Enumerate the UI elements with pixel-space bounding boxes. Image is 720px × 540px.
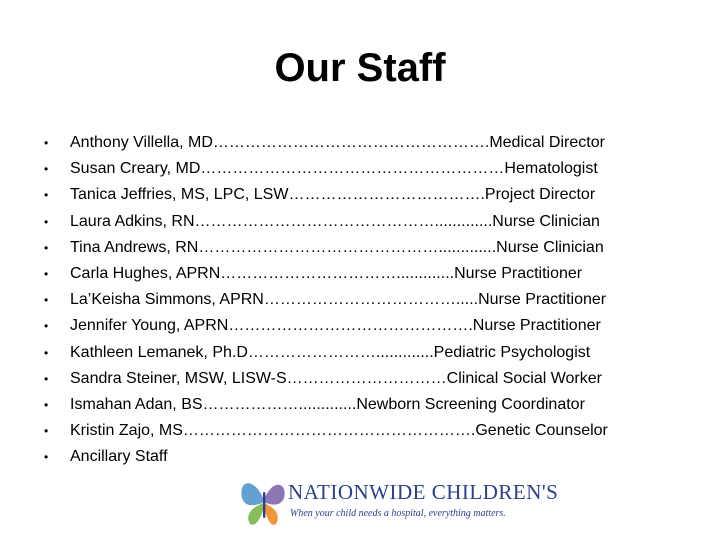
staff-entry: Sandra Steiner, MSW, LISW-S…………………………Clinical Social Worker (70, 369, 602, 387)
bullet: • (44, 188, 49, 203)
staff-entry: Laura Adkins, RN……………………………………….............Nurse Clinician (70, 212, 600, 230)
butterfly-icon (236, 470, 292, 532)
bullet: • (44, 450, 49, 465)
slide-title: Our Staff (274, 46, 446, 90)
staff-entry: Tina Andrews, RN……………………………………….............Nurse Clinician (70, 238, 604, 256)
staff-list-item (0, 261, 720, 287)
staff-list-item (0, 156, 720, 182)
bullet: • (44, 162, 49, 177)
bullet: • (44, 397, 49, 412)
nationwide-childrens-logo (236, 470, 559, 532)
staff-entry: Ancillary Staff (70, 448, 168, 466)
logo-wordmark: NATIONWIDE CHILDREN'S (288, 480, 559, 504)
bullet: • (44, 293, 49, 308)
staff-entry: Kristin Zajo, MS……………………………………………….Genetic Counselor (70, 422, 608, 440)
staff-list-item (0, 287, 720, 313)
bullet: • (44, 319, 49, 334)
bullet: • (44, 240, 49, 255)
staff-entry: La’Keisha Simmons, APRN……………………………….....Nurse Practitioner (70, 291, 607, 309)
staff-list-item (0, 130, 720, 156)
bullet: • (44, 371, 49, 386)
staff-list-item (0, 235, 720, 261)
bullet: • (44, 345, 49, 360)
bullet: • (44, 266, 49, 281)
staff-list-item (0, 340, 720, 366)
staff-list-item (0, 392, 720, 418)
staff-list-item (0, 444, 720, 470)
staff-entry: Ismahan Adan, BS……………….............Newborn Screening Coordinator (70, 395, 585, 413)
staff-entry: Jennifer Young, APRN……………………………………….Nurse Practitioner (70, 317, 601, 335)
bullet: • (44, 136, 49, 150)
staff-list-item (0, 313, 720, 339)
staff-list-item (0, 182, 720, 208)
bullet: • (44, 214, 49, 229)
staff-list-item (0, 209, 720, 235)
staff-entry: Kathleen Lemanek, Ph.D…………………….............Pediatric Psychologist (70, 343, 591, 361)
staff-list-item (0, 418, 720, 444)
bullet: • (44, 424, 49, 439)
staff-list (0, 130, 720, 470)
logo-tagline: When your child needs a hospital, everything matters. (290, 508, 506, 519)
staff-entry: Carla Hughes, APRN…………………………….............Nurse Practitioner (70, 264, 583, 282)
staff-entry: Susan Creary, MD…………………………………………………Hematologist (70, 160, 598, 178)
staff-entry: Tanica Jeffries, MS, LPC, LSW……………………………….Project Director (70, 186, 596, 204)
staff-list-item (0, 366, 720, 392)
staff-entry: Anthony Villella, MD…………………………………………….Medical Director (70, 134, 605, 151)
